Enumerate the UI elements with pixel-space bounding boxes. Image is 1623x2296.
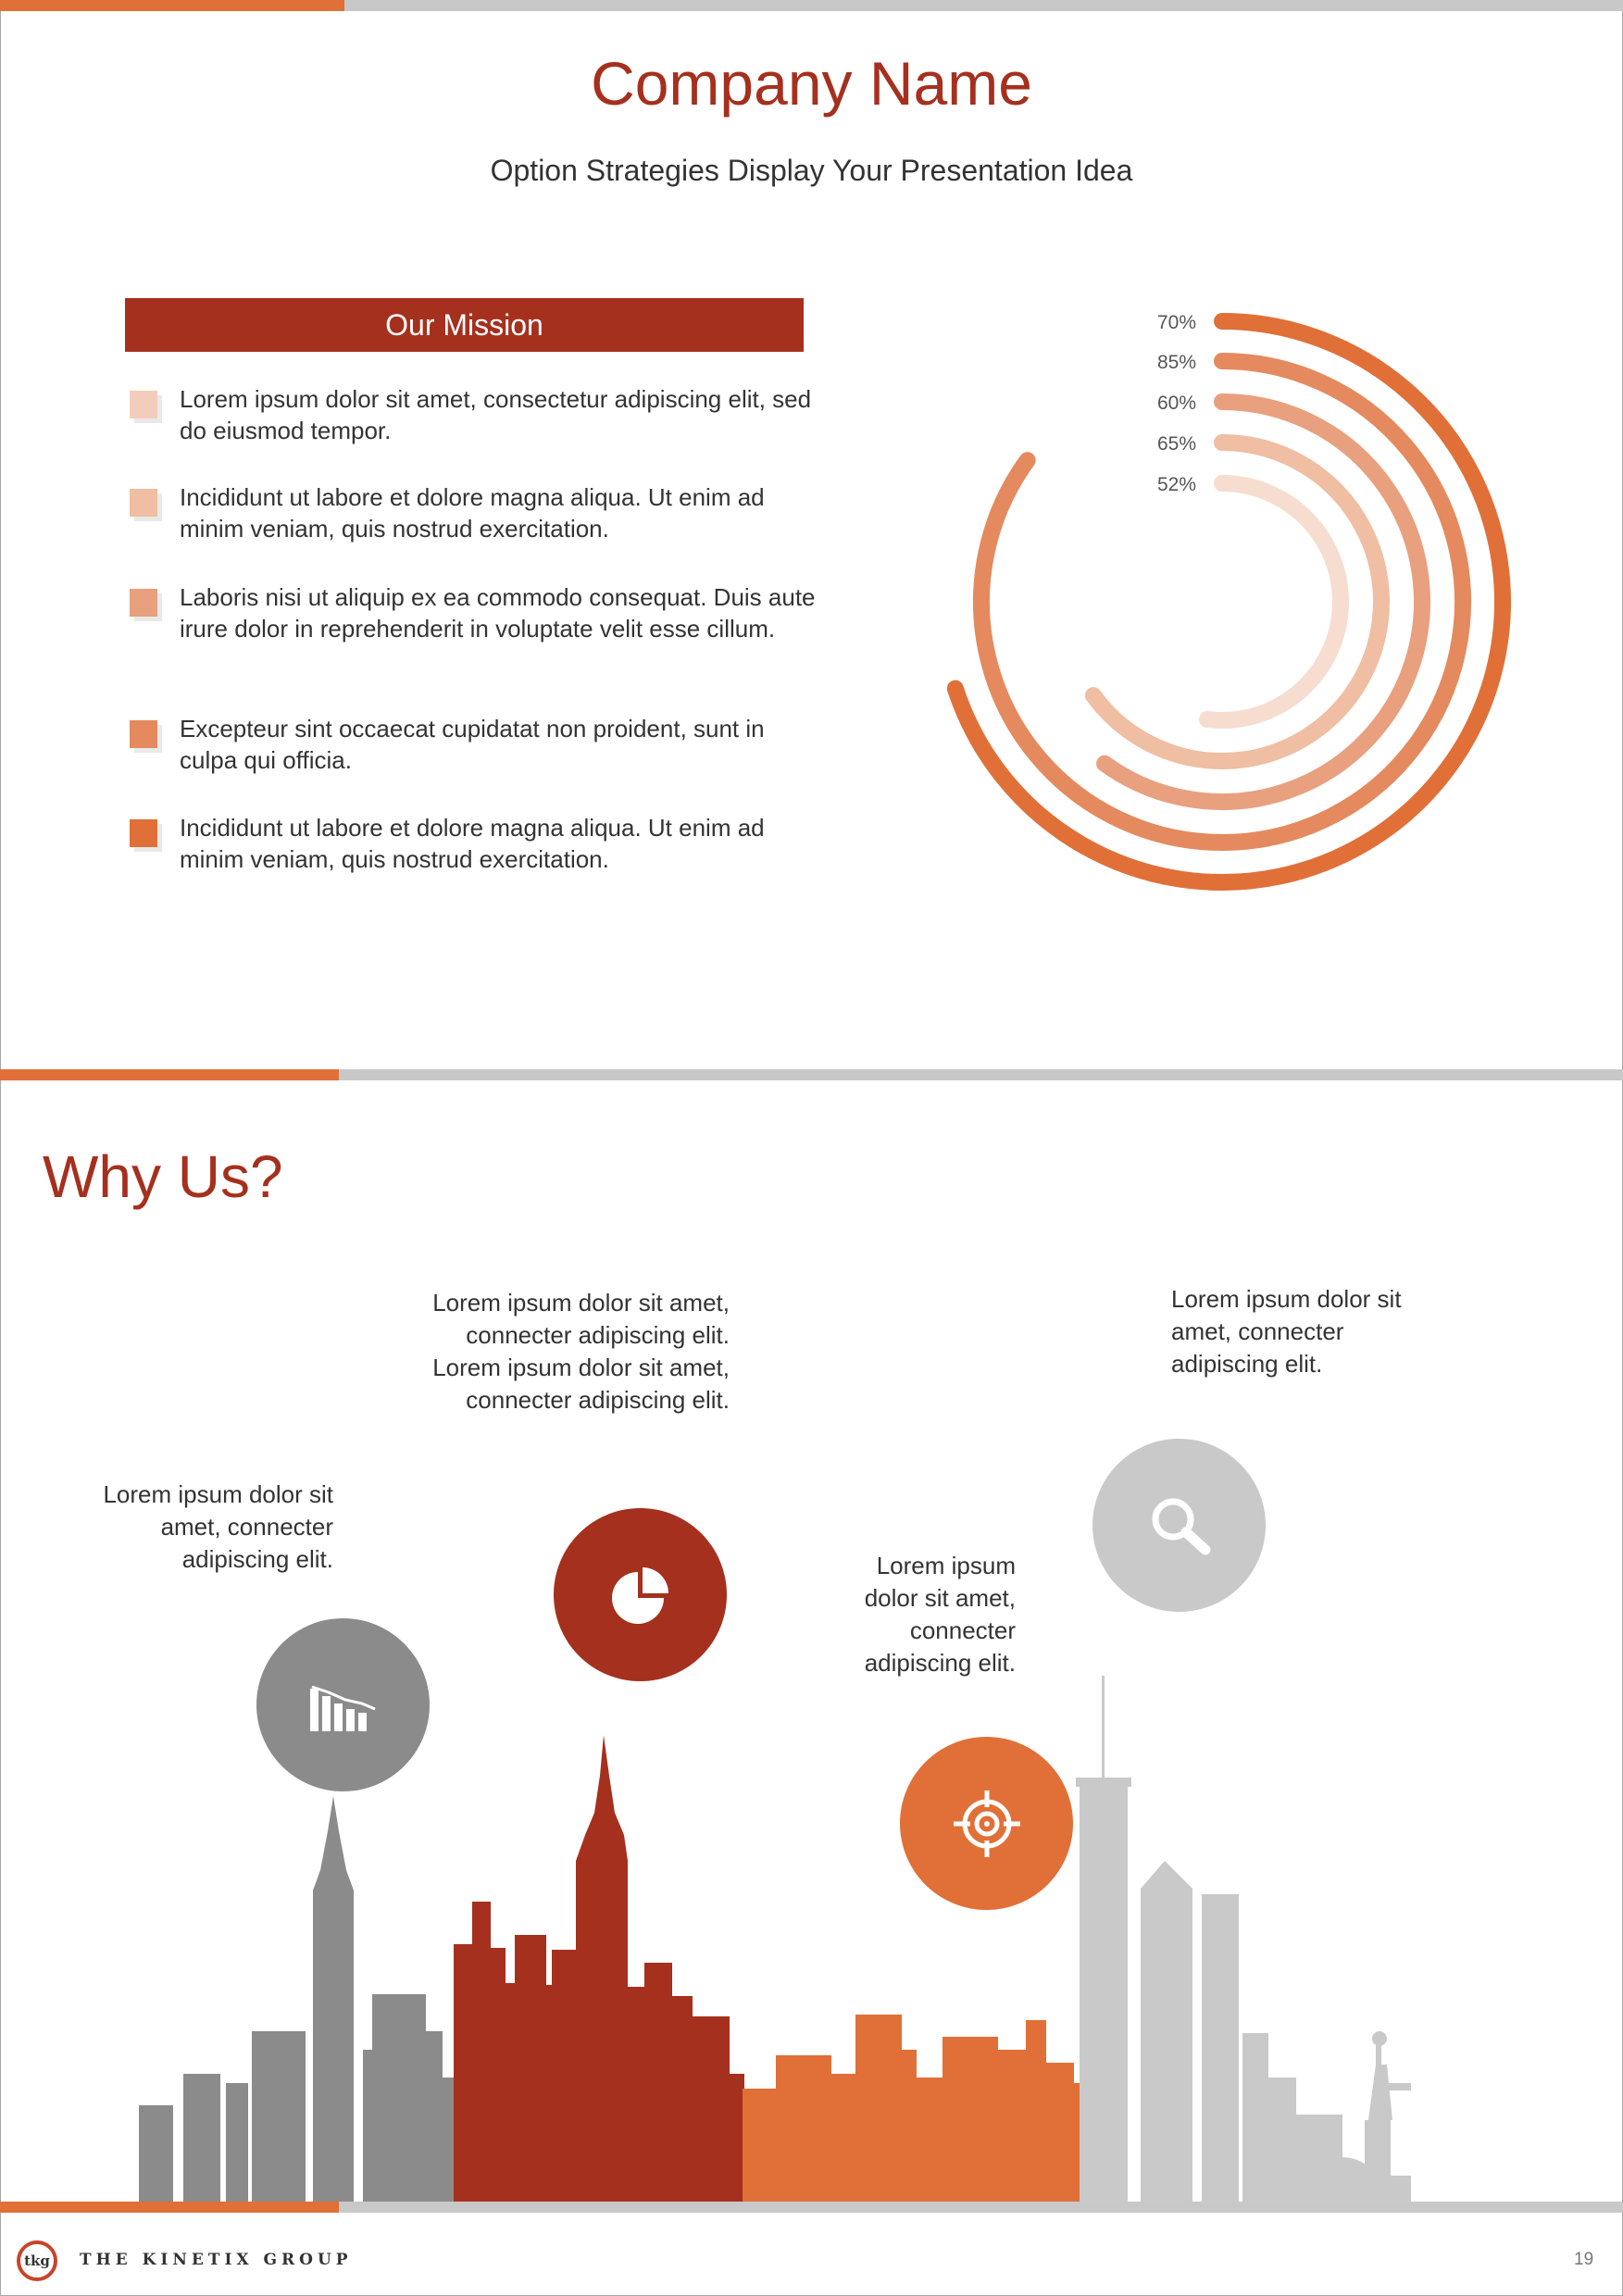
ring-label: 85% — [1156, 352, 1196, 373]
bottom-accent-bar-orange — [0, 2202, 339, 2213]
footer-company-name: THE KINETIX GROUP — [80, 2251, 353, 2269]
skyline-gray-section — [139, 1796, 454, 2203]
callout-text: Lorem ipsum dolor sit amet, connecter adipiscing elit. Lorem ipsum dolor sit amet, connecter adipiscing elit. — [432, 1289, 730, 1414]
bullet-text: Incididunt ut labore et dolore magna aliqua. Ut enim ad minim veniam, quis nostrud exercitation. — [180, 814, 765, 873]
bullet-square-icon — [130, 819, 157, 847]
slide2-title: Why Us? — [43, 1143, 283, 1210]
bullet-square-icon — [130, 391, 157, 418]
ring-label: 65% — [1156, 433, 1196, 455]
slide-title: Company Name — [591, 49, 1032, 118]
bullet-square-icon — [130, 589, 157, 617]
callout-text: Lorem ipsum dolor sit amet, connecter adipiscing elit. — [864, 1552, 1016, 1677]
top-accent-bar-orange — [0, 0, 344, 11]
ring-label: 70% — [1156, 312, 1196, 333]
company-logo — [17, 2240, 57, 2281]
bullet-square-icon — [130, 720, 157, 748]
pie-chart-circle — [554, 1508, 727, 1681]
callout-text: Lorem ipsum dolor sit amet, connecter adipiscing elit. — [1171, 1285, 1402, 1378]
ring-label: 60% — [1156, 393, 1196, 414]
search-icon — [1142, 1489, 1217, 1563]
skyline-orange-section — [743, 2015, 1083, 2203]
city-skyline-illustration — [137, 1676, 1507, 2203]
bullet-text: Incididunt ut labore et dolore magna aliqua. Ut enim ad minim veniam, quis nostrud exercitation. — [180, 483, 765, 543]
slide2-accent-bar-orange — [0, 1069, 339, 1080]
ring-arc — [1207, 483, 1341, 720]
callout-text: Lorem ipsum dolor sit amet, connecter adipiscing elit. — [103, 1480, 333, 1573]
skyline-lightgray-section — [1076, 1676, 1411, 2203]
top-accent-bar-gray — [344, 0, 1623, 11]
slide-subtitle: Option Strategies Display Your Presentation Idea — [490, 154, 1133, 187]
bullet-text: Laboris nisi ut aliquip ex ea commodo consequat. Duis aute irure dolor in reprehenderit in voluptate velit esse cillum. — [180, 583, 816, 643]
ring-arc — [981, 361, 1463, 842]
radial-bar-chart — [917, 287, 1546, 917]
ring-label: 52% — [1156, 474, 1196, 495]
slide2-accent-bar-gray — [339, 1069, 1623, 1080]
bullet-text: Lorem ipsum dolor sit amet, consectetur adipiscing elit, sed do eiusmod tempor. — [180, 385, 812, 444]
search-circle — [1092, 1439, 1266, 1612]
bullet-text: Excepteur sint occaecat cupidatat non proident, sunt in culpa qui officia. — [180, 715, 765, 774]
bullet-square-icon — [130, 489, 157, 517]
page-number: 19 — [1574, 2250, 1594, 2269]
pie-chart-icon — [608, 1563, 673, 1628]
logo-text: tkg — [24, 2252, 50, 2269]
mission-header: Our Mission — [125, 298, 804, 352]
skyline-red-section — [454, 1735, 744, 2203]
bottom-accent-bar-gray — [339, 2202, 1623, 2213]
